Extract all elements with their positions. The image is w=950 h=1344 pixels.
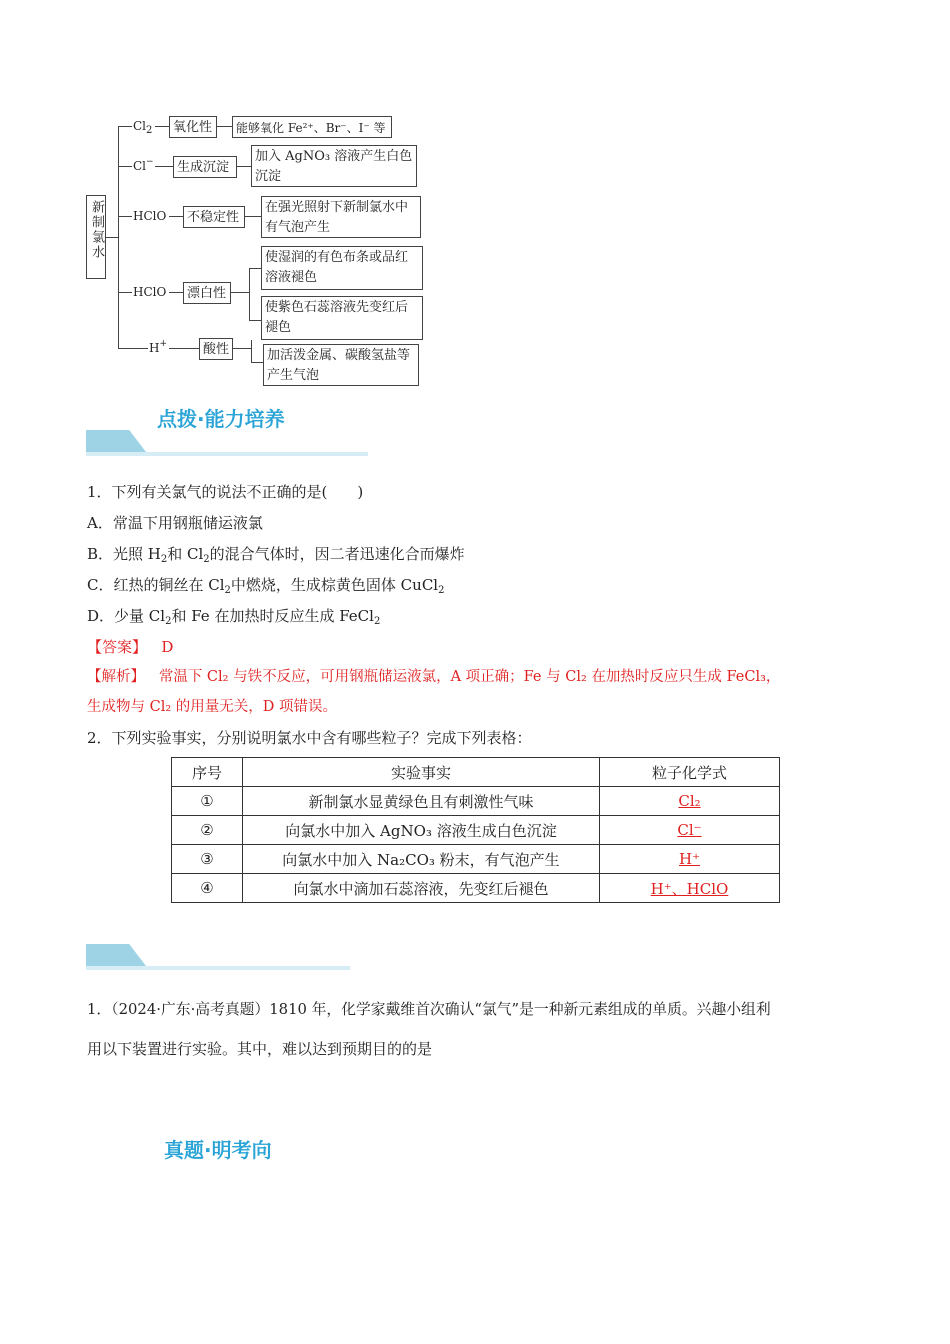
header-fact: 实验事实 (243, 758, 600, 787)
branch-line (169, 348, 199, 349)
question-stem: 1．（2024·广东·高考真题）1810 年，化学家戴维首次确认“氯气”是一种新元素组成的单质。兴趣小组利 (87, 1001, 771, 1018)
row-answer: H⁺ (600, 845, 780, 874)
split-line (249, 268, 250, 320)
branch-line (237, 166, 251, 167)
branch-line (118, 166, 132, 167)
property-box-precipitate: 生成沉淀 (173, 156, 237, 178)
table-row (172, 845, 780, 874)
branch-label-h-ion: H+ (149, 339, 168, 355)
table-row (172, 816, 780, 845)
row-no: ② (172, 816, 243, 845)
diagram-root-box: 新制氯水 (86, 195, 106, 279)
branch-line (169, 216, 183, 217)
row-fact: 新制氯水显黄绿色且有刺激性气味 (243, 787, 600, 816)
branch-line (245, 216, 261, 217)
question-stem: 1．下列有关氯气的说法不正确的是( ) (87, 483, 364, 501)
effect-box: 在强光照射下新制氯水中有气泡产生 (261, 196, 421, 238)
effect-box: 加活泼金属、碳酸氢盐等产生气泡 (263, 344, 419, 386)
row-fact: 向氯水中滴加石蕊溶液，先变红后褪色 (243, 874, 600, 903)
split-line (251, 340, 252, 362)
analysis-line-2: 生成物与 Cl₂ 的用量无关，D 项错误。 (87, 699, 337, 715)
chlorine-water-diagram (85, 112, 430, 392)
row-no: ④ (172, 874, 243, 903)
branch-label-hclo: HClO (133, 209, 167, 223)
property-box-bleaching: 漂白性 (183, 282, 231, 304)
branch-line (118, 126, 132, 127)
branch-line (118, 348, 148, 349)
branch-line (251, 362, 263, 363)
section-divider (86, 944, 350, 972)
property-box-oxidizing: 氧化性 (169, 116, 217, 138)
branch-line (217, 126, 232, 127)
branch-label-hclo: HClO (133, 285, 167, 299)
row-fact: 向氯水中加入 AgNO₃ 溶液生成白色沉淀 (243, 816, 600, 845)
option-b: B．光照 $H_2$和 $Cl_2$的混合气体时，因二者迅速化合而爆炸 (87, 545, 465, 565)
question-stem-cont: 用以下装置进行实验。其中，难以达到预期目的的是 (87, 1040, 433, 1058)
effect-box: 能够氧化 Fe²⁺、Br⁻、I⁻ 等 (232, 116, 392, 138)
branch-line (231, 292, 249, 293)
row-fact: 向氯水中加入 Na₂CO₃ 粉末，有气泡产生 (243, 845, 600, 874)
property-box-acidic: 酸性 (199, 338, 233, 360)
answer-line: 【答案】 D (87, 638, 174, 656)
trunk-line (118, 126, 119, 348)
branch-label-cl-ion: Cl− (133, 157, 154, 173)
analysis-line-1: 【解析】 常温下 Cl₂ 与铁不反应，可用钢瓶储运液氯，A 项正确；Fe 与 Cl₂ 在加热时反应只生成 FeCl₃， (87, 669, 781, 685)
row-no: ① (172, 787, 243, 816)
property-box-unstable: 不稳定性 (183, 206, 245, 228)
row-answer: H⁺、HClO (600, 874, 780, 903)
branch-line (155, 126, 169, 127)
section-title: 真题·明考向 (164, 1138, 272, 1162)
effect-box: 使湿润的有色布条或品红溶液褪色 (261, 246, 423, 290)
option-a: A．常温下用钢瓶储运液氯 (87, 514, 263, 532)
experiment-table (171, 757, 780, 903)
branch-line (249, 320, 261, 321)
question-stem: 2．下列实验事实，分别说明氯水中含有哪些粒子？完成下列表格： (87, 729, 532, 747)
branch-line (169, 292, 183, 293)
section-divider (86, 430, 368, 458)
option-d: D．少量 $Cl_2$和 Fe 在加热时反应生成 FeCl$_2$ (87, 607, 381, 627)
header-no: 序号 (172, 758, 243, 787)
branch-line (249, 268, 261, 269)
option-c: C．红热的铜丝在 $Cl_2$中燃烧，生成棕黄色固体 CuCl$_2$ (87, 576, 445, 596)
branch-line (155, 166, 173, 167)
row-answer: Cl₂ (600, 787, 780, 816)
root-connector (106, 237, 118, 238)
table-header-row (172, 758, 780, 787)
section-title: 点拨·能力培养 (157, 407, 285, 431)
branch-line (118, 292, 132, 293)
row-no: ③ (172, 845, 243, 874)
branch-line (118, 216, 132, 217)
effect-box: 加入 AgNO₃ 溶液产生白色沉淀 (251, 145, 417, 187)
table-row (172, 874, 780, 903)
branch-line (233, 348, 251, 349)
effect-box: 使紫色石蕊溶液先变红后褪色 (261, 296, 423, 340)
header-particle: 粒子化学式 (600, 758, 780, 787)
branch-label-cl2: $Cl_2$ (133, 119, 153, 136)
table-row (172, 787, 780, 816)
row-answer: Cl⁻ (600, 816, 780, 845)
